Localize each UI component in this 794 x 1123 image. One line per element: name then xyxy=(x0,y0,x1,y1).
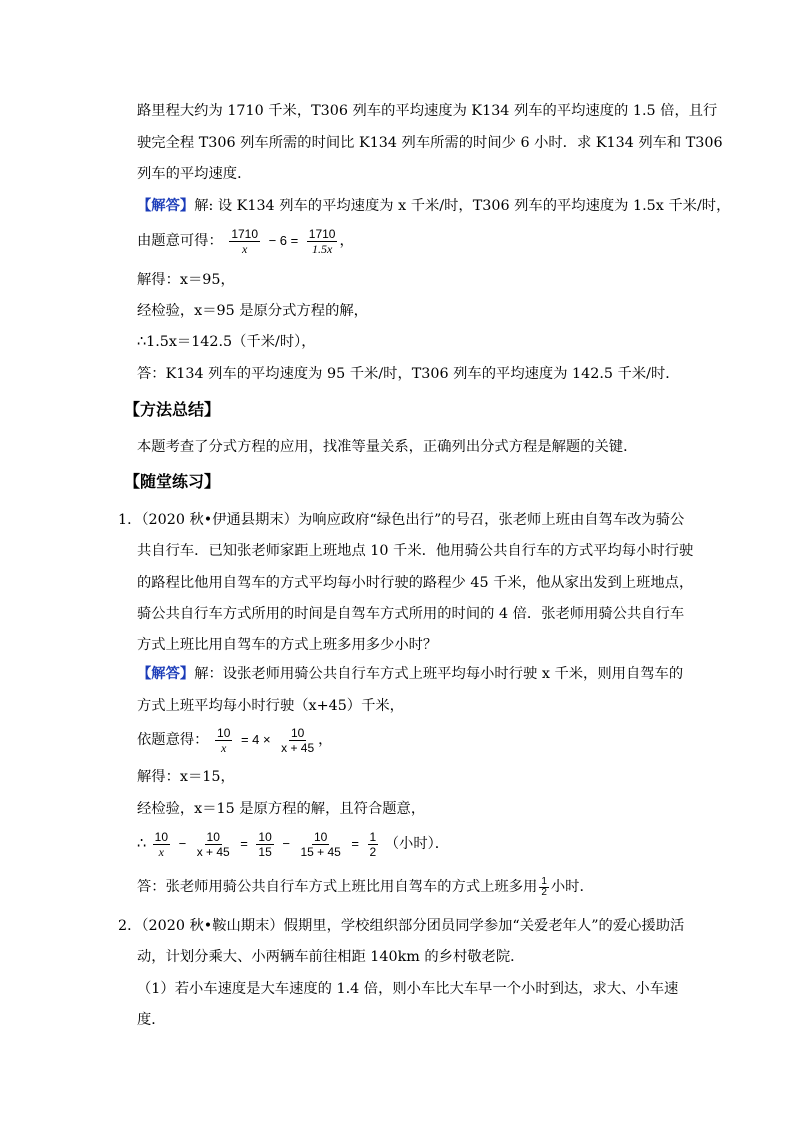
practice-heading: 【随堂练习】 xyxy=(124,472,221,491)
check-line: 经检验，x＝95 是原分式方程的解， xyxy=(137,303,368,319)
problem-line-1: 路里程大约为 1710 千米，T306 列车的平均速度为 K134 列车的平均速度的 1.5 倍，且行 xyxy=(137,103,718,119)
q1-line-3: 的路程比他用自驾车的方式平均每小时行驶的路程少 45 千米，他从家出发到上班地点， xyxy=(137,575,694,591)
q1-equation-2: ∴ $\frac{10}{x}$ − $\frac{10}{x + 45}$ = $\frac{10}{15}$ − $\frac{10}{15 + 45}$ = $\frac{1}{2}$ （小时）． xyxy=(137,829,450,859)
fraction: $\frac{1}{2}$ xyxy=(541,875,547,898)
conclusion-line: 答：K134 列车的平均速度为 95 千米/时，T306 列车的平均速度为 142.5 千米/时． xyxy=(137,366,680,382)
q2-line-3: （1）若小车速度是大车速度的 1.4 倍，则小车比大车早一个小时到达，求大、小车速 xyxy=(137,981,679,997)
q1-answer-line-2: 方式上班平均每小时行驶（x+45）千米， xyxy=(137,698,404,714)
q1-line-4: 骑公共自行车方式所用的时间是自驾车方式所用的时间的 4 倍．张老师用骑公共自行车 xyxy=(137,606,685,622)
q1-check-line: 经检验，x＝15 是原方程的解，且符合题意， xyxy=(137,801,426,817)
fraction: $\frac{1710}{1.5x}$ xyxy=(308,226,336,256)
problem-line-3: 列车的平均速度． xyxy=(137,166,252,182)
method-summary-heading: 【方法总结】 xyxy=(124,400,221,419)
fraction: $\frac{1710}{x}$ xyxy=(231,226,259,256)
fraction: $\frac{10}{x}$ xyxy=(217,725,231,755)
q1-line-1: 1．（2020 秋•伊通县期末）为响应政府“绿色出行”的号召，张老师上班由自驾车改为骑公 xyxy=(118,512,685,528)
solve-line: 解得：x＝95， xyxy=(137,272,235,288)
problem-line-2: 驶完全程 T306 列车所需的时间比 K134 列车所需的时间少 6 小时．求 K134 列车和 T306 xyxy=(137,135,723,151)
fraction: $\frac{10}{x + 45}$ xyxy=(196,829,230,859)
fraction: $\frac{10}{15}$ xyxy=(258,829,272,859)
q1-conclusion: 答：张老师用骑公共自行车方式上班比用自驾车的方式上班多用 $\frac{1}{2}$ 小时． xyxy=(137,875,594,898)
answer-tag: 【解答】 xyxy=(137,666,195,682)
q1-line-5: 方式上班比用自驾车的方式上班多用多少小时？ xyxy=(137,637,438,653)
q2-line-4: 度． xyxy=(137,1012,166,1028)
fraction: $\frac{10}{15 + 45}$ xyxy=(300,829,341,859)
fraction: $\frac{1}{2}$ xyxy=(369,829,377,859)
q1-equation-line: 依题意得： $\frac{10}{x}$ = 4 × $\frac{10}{x + 45}$ ， xyxy=(137,725,333,755)
q2-line-2: 动，计划分乘大、小两辆车前往相距 140km 的乡村敬老院． xyxy=(137,949,525,965)
q2-line-1: 2．（2020 秋•鞍山期末）假期里，学校组织部分团员同学参加“关爱老年人”的爱心援助活 xyxy=(118,918,685,934)
answer-tag: 【解答】 xyxy=(137,198,195,214)
therefore-line: ∴1.5x＝142.5（千米/时）， xyxy=(137,334,316,350)
fraction: $\frac{10}{x}$ xyxy=(154,829,169,859)
q1-solve-line: 解得：x＝15， xyxy=(137,769,235,785)
fraction: $\frac{10}{x + 45}$ xyxy=(281,725,315,755)
answer-line-1: 【解答】解: 设 K134 列车的平均速度为 x 千米/时，T306 列车的平均速度为 1.5x 千米/时， xyxy=(137,198,731,214)
q1-line-2: 共自行车．已知张老师家距上班地点 10 千米．他用骑公共自行车的方式平均每小时行驶 xyxy=(137,543,694,559)
method-summary-text: 本题考查了分式方程的应用，找准等量关系，正确列出分式方程是解题的关键． xyxy=(137,439,638,455)
q1-answer-line-1: 【解答】解：设张老师用骑公共自行车方式上班平均每小时行驶 x 千米，则用自驾车的 xyxy=(137,666,684,682)
equation-line: 由题意可得： $\frac{1710}{x}$ − 6 = $\frac{1710}{1.5x}$ ， xyxy=(137,226,354,256)
